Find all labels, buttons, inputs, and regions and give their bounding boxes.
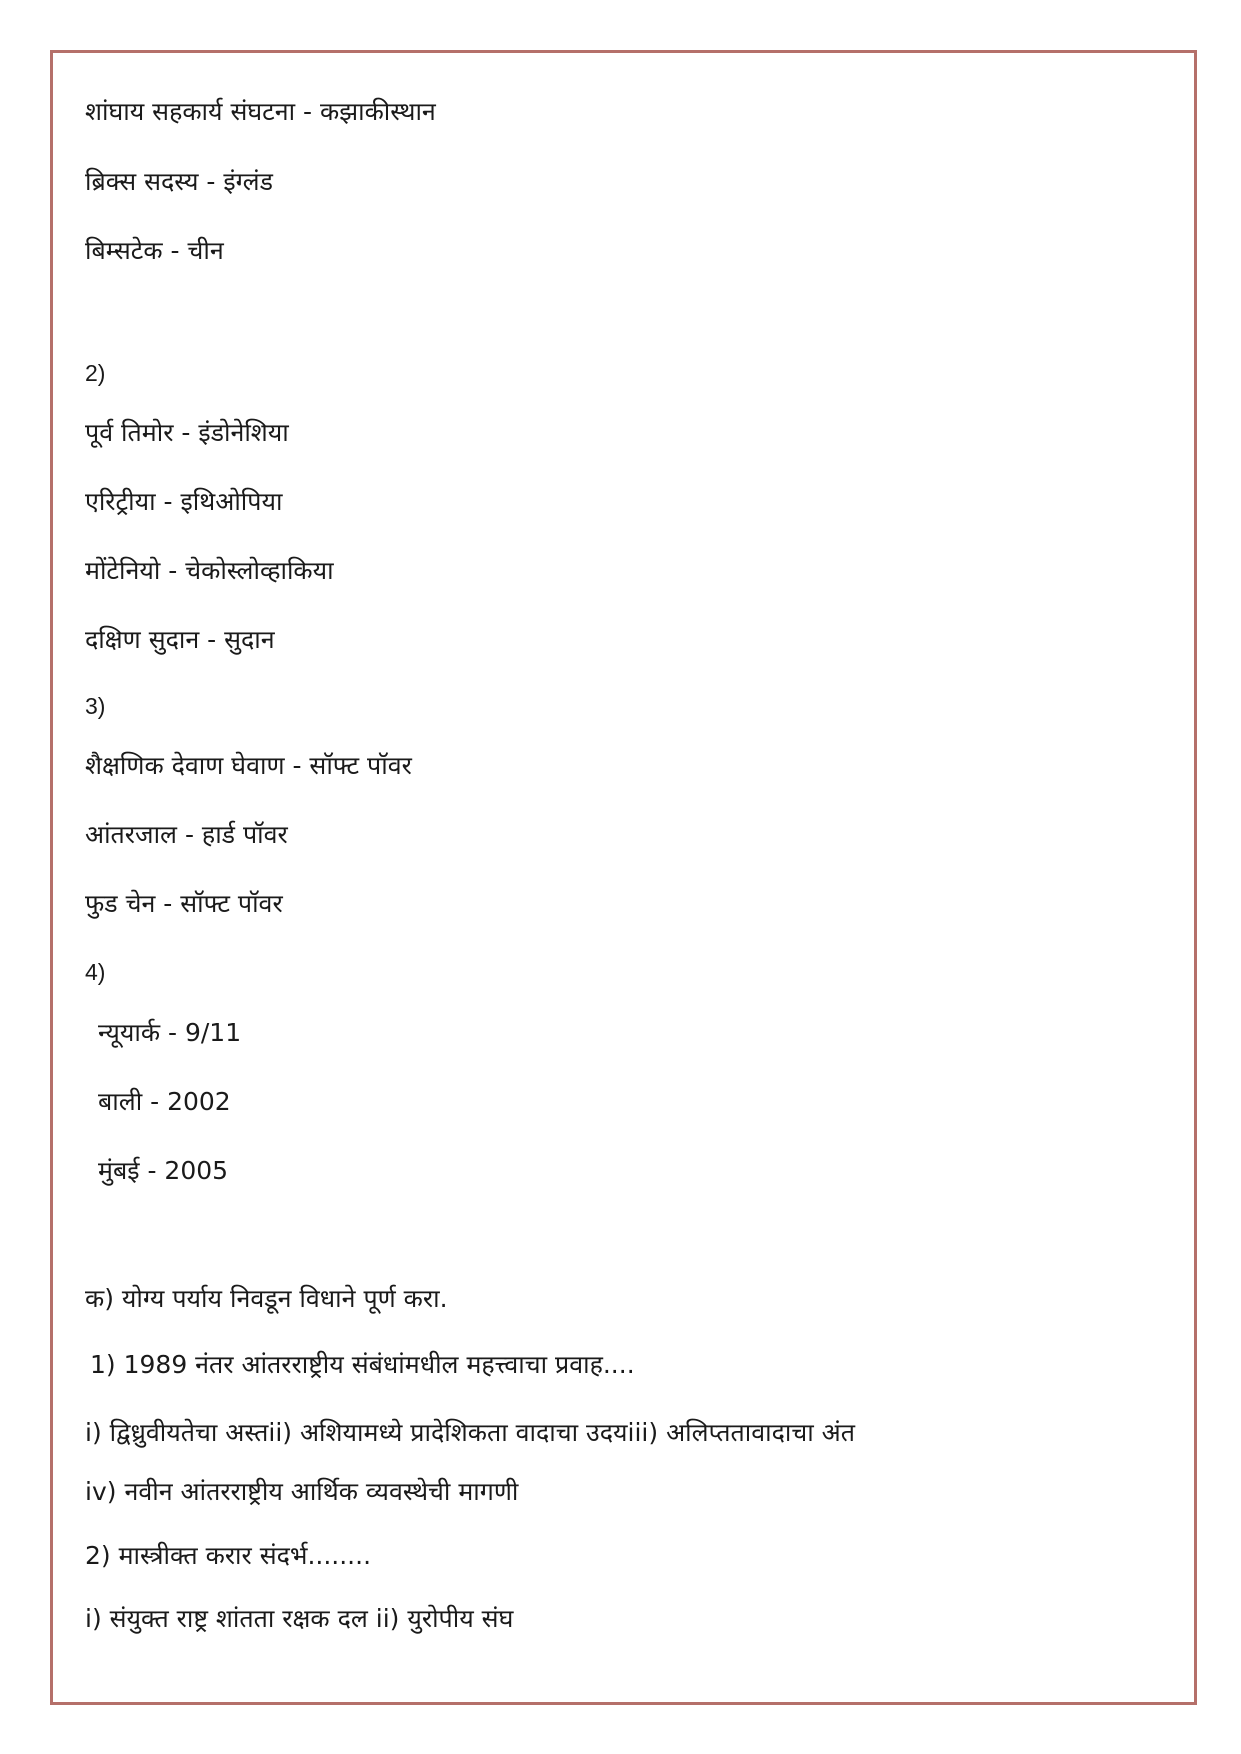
match-line: बाली - 2002 <box>98 1087 231 1116</box>
option-line: i) संयुक्त राष्ट्र शांतता रक्षक दल ii) युरोपीय संघ <box>85 1604 514 1633</box>
match-line: बिम्सटेक - चीन <box>85 236 224 265</box>
question-text: 2) मास्त्रीक्त करार संदर्भ........ <box>85 1541 372 1570</box>
match-line: शैक्षणिक देवाण घेवाण - सॉफ्ट पॉवर <box>85 751 412 780</box>
section-number: 4) <box>85 959 106 985</box>
match-line: फुड चेन - सॉफ्ट पॉवर <box>85 889 283 918</box>
match-line: मुंबई - 2005 <box>98 1156 229 1185</box>
match-line: पूर्व तिमोर - इंडोनेशिया <box>85 418 289 447</box>
question-heading: क) योग्य पर्याय निवडून विधाने पूर्ण करा. <box>85 1284 448 1313</box>
match-line: एरिट्रीया - इथिओपिया <box>85 487 283 516</box>
match-line: मोंटेनियो - चेकोस्लोव्हाकिया <box>85 556 334 585</box>
match-line: आंतरजाल - हार्ड पॉवर <box>85 820 288 849</box>
match-line: न्यूयार्क - 9/11 <box>98 1018 242 1047</box>
match-line: दक्षिण सुदान - सुदान <box>85 625 275 654</box>
option-line: i) द्विध्रुवीयतेचा अस्तii) अशियामध्ये प्रादेशिकता वादाचा उदयiii) अलिप्ततावादाचा अंत <box>85 1418 856 1447</box>
page-border <box>50 50 1197 1705</box>
match-line: ब्रिक्स सदस्य - इंग्लंड <box>85 167 274 196</box>
question-text: 1) 1989 नंतर आंतरराष्ट्रीय संबंधांमधील महत्त्वाचा प्रवाह.... <box>90 1350 635 1379</box>
section-number: 3) <box>85 693 106 719</box>
section-number: 2) <box>85 360 106 386</box>
option-line: iv) नवीन आंतरराष्ट्रीय आर्थिक व्यवस्थेची मागणी <box>85 1477 519 1506</box>
match-line: शांघाय सहकार्य संघटना - कझाकीस्थान <box>85 97 436 126</box>
